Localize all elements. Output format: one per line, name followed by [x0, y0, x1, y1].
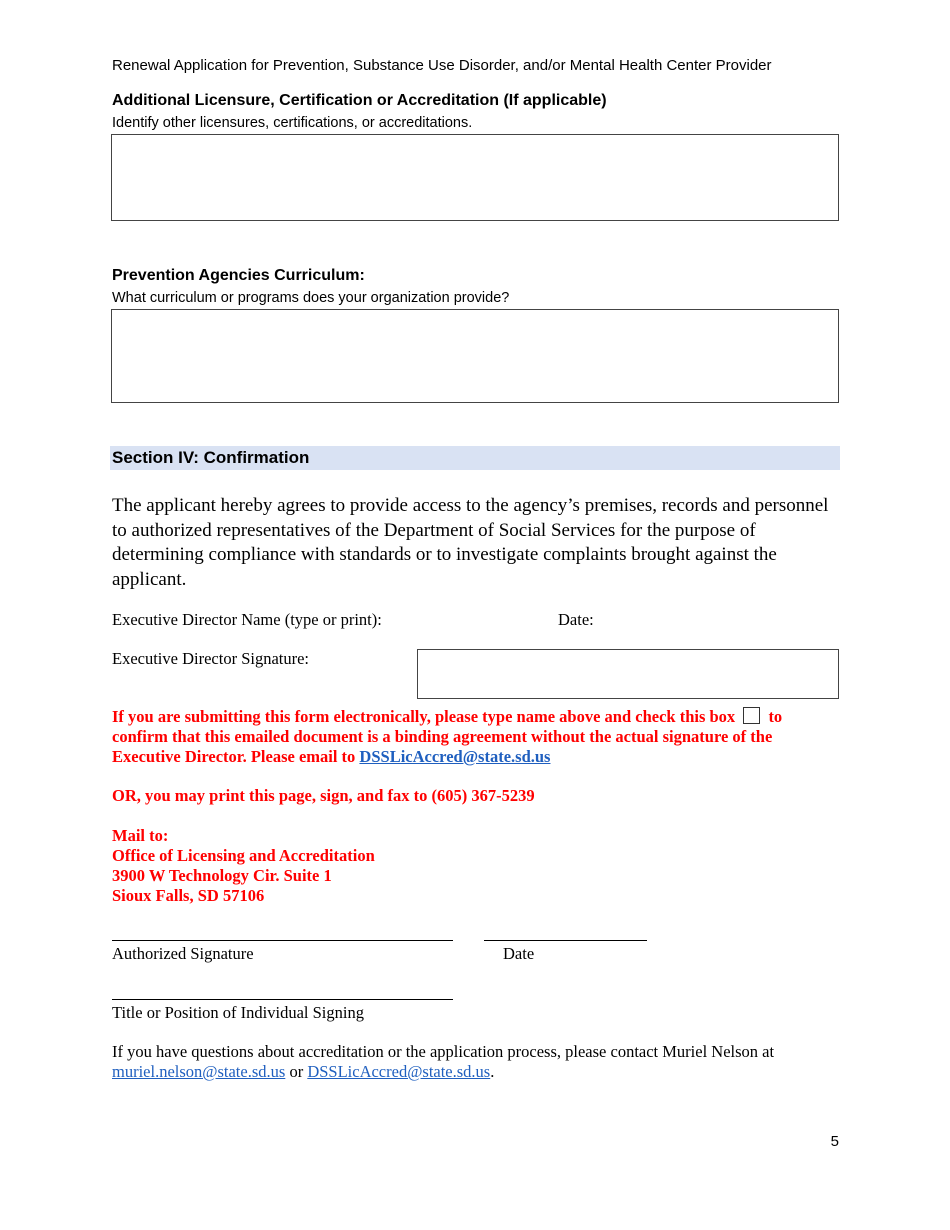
curriculum-heading: Prevention Agencies Curriculum: — [112, 267, 365, 284]
electronic-notice — [112, 707, 832, 767]
page-number: 5 — [830, 1133, 839, 1150]
document-header: Renewal Application for Prevention, Substance Use Disorder, and/or Mental Health Center Provider — [112, 57, 772, 74]
mail-label: Mail to: — [112, 826, 169, 845]
contact-paragraph — [112, 1042, 842, 1082]
mail-line-1: Office of Licensing and Accreditation — [112, 846, 375, 865]
binding-agreement-checkbox[interactable] — [743, 707, 760, 724]
curriculum-input[interactable] — [111, 309, 839, 403]
fax-notice: OR, you may print this page, sign, and fax to (605) 367-5239 — [112, 786, 535, 805]
mail-line-3: Sioux Falls, SD 57106 — [112, 886, 265, 905]
director-signature-label: Executive Director Signature: — [112, 649, 310, 668]
date-line[interactable] — [484, 940, 647, 941]
electronic-notice-text-1: If you are submitting this form electronically, please type name above and check this box — [112, 707, 736, 726]
contact-text: If you have questions about accreditation or the application process, please contact Muriel Nelson at — [112, 1042, 775, 1061]
confirmation-paragraph: The applicant hereby agrees to provide access to the agency’s premises, records and personnel to authorized representatives of the Department of Social Services for the purpose of determining compliance with standards or to investigate complaints brought against the applicant. — [112, 495, 829, 590]
email-link-dss[interactable]: DSSLicAccred@state.sd.us — [359, 747, 551, 766]
curriculum-instruction: What curriculum or programs does your organization provide? — [112, 290, 510, 306]
authorized-signature-line[interactable] — [112, 940, 453, 941]
mail-block — [112, 826, 375, 906]
email-link-dss-contact[interactable]: DSSLicAccred@state.sd.us — [307, 1062, 491, 1081]
email-link-muriel[interactable]: muriel.nelson@state.sd.us — [112, 1062, 286, 1081]
electronic-notice-text-2: to confirm that this emailed document is a binding agreement without the actual signature of the Executive Director. Please email to — [112, 707, 783, 766]
contact-period: . — [490, 1062, 495, 1081]
licensure-input[interactable] — [111, 134, 839, 221]
licensure-instruction: Identify other licensures, certifications, or accreditations. — [112, 115, 473, 131]
contact-or: or — [289, 1062, 304, 1081]
licensure-heading: Additional Licensure, Certification or Accreditation (If applicable) — [112, 92, 607, 109]
director-name-label: Executive Director Name (type or print): — [112, 610, 382, 629]
mail-line-2: 3900 W Technology Cir. Suite 1 — [112, 866, 332, 885]
authorized-signature-label: Authorized Signature — [112, 944, 254, 963]
director-date-label: Date: — [558, 610, 594, 629]
title-position-line[interactable] — [112, 999, 453, 1000]
director-signature-input[interactable] — [417, 649, 839, 699]
section-title: Section IV: Confirmation — [112, 448, 310, 467]
date-label: Date — [503, 944, 535, 963]
title-position-label: Title or Position of Individual Signing — [112, 1003, 364, 1022]
